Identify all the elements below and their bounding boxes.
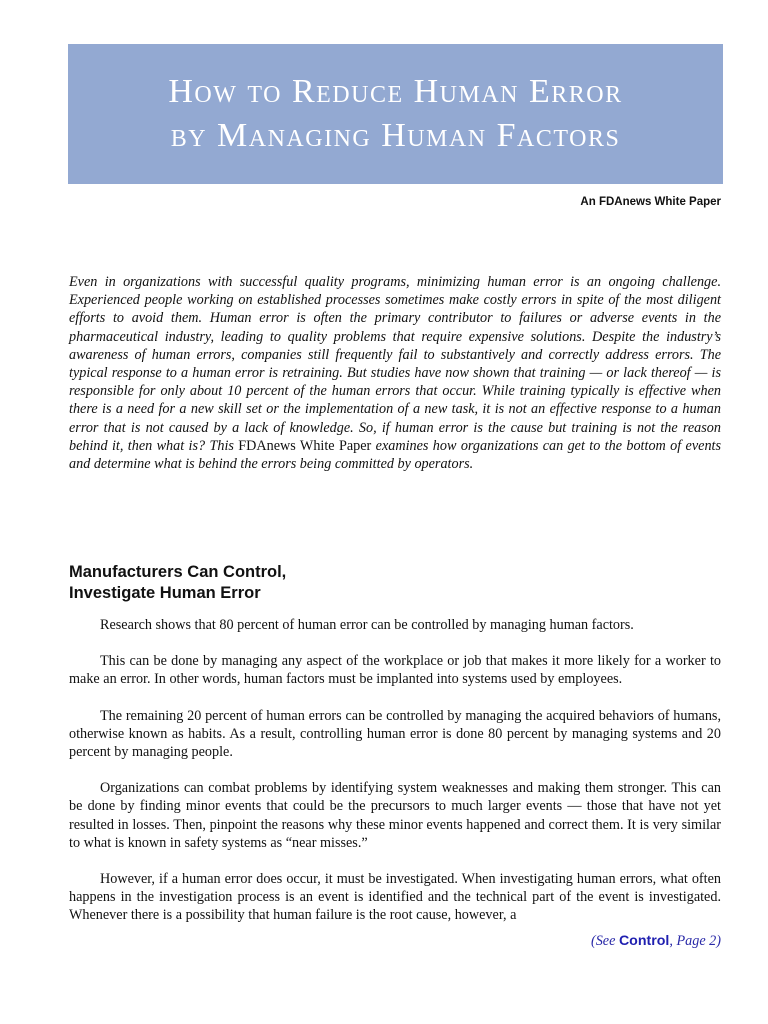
- body-paragraph: Organizations can combat problems by identifying system weaknesses and making them stronger. This can be done by finding minor events that could be the precursors to much larger events — those that have not yet resulted in losses. Then, pinpoint the reasons why these minor events happened and correct them. It is very similar to what is known in safety systems as “near misses.”: [69, 780, 721, 851]
- continuation-prefix: (See: [590, 933, 619, 949]
- title-line-1: How to Reduce Human Error: [168, 73, 623, 110]
- body-paragraph: Research shows that 80 percent of human error can be controlled by managing human factors.: [100, 617, 634, 633]
- body-paragraph: This can be done by managing any aspect of the workplace or job that makes it more likely for a worker to make an error. In other words, human factors must be implanted into systems used by employees.: [69, 653, 721, 688]
- body-paragraph: However, if a human error does occur, it must be investigated. When investigating human errors, what often happens in the investigation process is an event is identified and the technical part of the event is investigated. Whenever there is a possibility that human failure is the root cause, however, a: [69, 871, 721, 924]
- section-body: [69, 616, 721, 943]
- section-heading-line-2: Investigate Human Error: [69, 584, 261, 602]
- intro-paragraph: [69, 273, 721, 473]
- section-heading-line-1: Manufacturers Can Control,: [69, 563, 287, 581]
- intro-text-2: examines how organizations can get to the bottom of events and determine what is behind the errors being committed by operators.: [69, 437, 721, 473]
- intro-text-1: Even in organizations with successful quality programs, minimizing human error is an ongoing challenge. Experienced people working on established processes sometimes make costly errors in spite of the most diligent efforts to avoid them. Human error is often the primary contributor to failures or adverse events in the pharmaceutical industry, leading to quality problems that require expensive solutions. Despite the industry’s awareness of human errors, companies still frequently fail to substantively and correctly address errors. The typical response to a human error is retraining. But studies have now shown that training — or lack thereof — is responsible for only about 10 percent of the human errors that occur. While training typically is effective when there is a need for a new skill set or the implementation of a new task, it is not an effective response to a human error that is not caused by a lack of knowledge. So, if human error is the cause but training is not the reason behind it, then what is? This: [69, 274, 721, 454]
- title-banner: [68, 44, 723, 184]
- section-heading: [69, 562, 286, 604]
- title-line-2: by Managing Human Factors: [170, 117, 621, 154]
- intro-brand: FDAnews White Paper: [238, 437, 372, 454]
- document-subtitle: An FDAnews White Paper: [580, 196, 721, 208]
- continuation-link[interactable]: Control: [618, 933, 670, 949]
- continuation-reference: [591, 933, 721, 950]
- continuation-suffix: , Page 2): [669, 933, 721, 949]
- body-paragraph: The remaining 20 percent of human errors can be controlled by managing the acquired behaviors of humans, otherwise known as habits. As a result, controlling human error is done 80 percent by managing systems and 20 percent by managing people.: [69, 707, 721, 761]
